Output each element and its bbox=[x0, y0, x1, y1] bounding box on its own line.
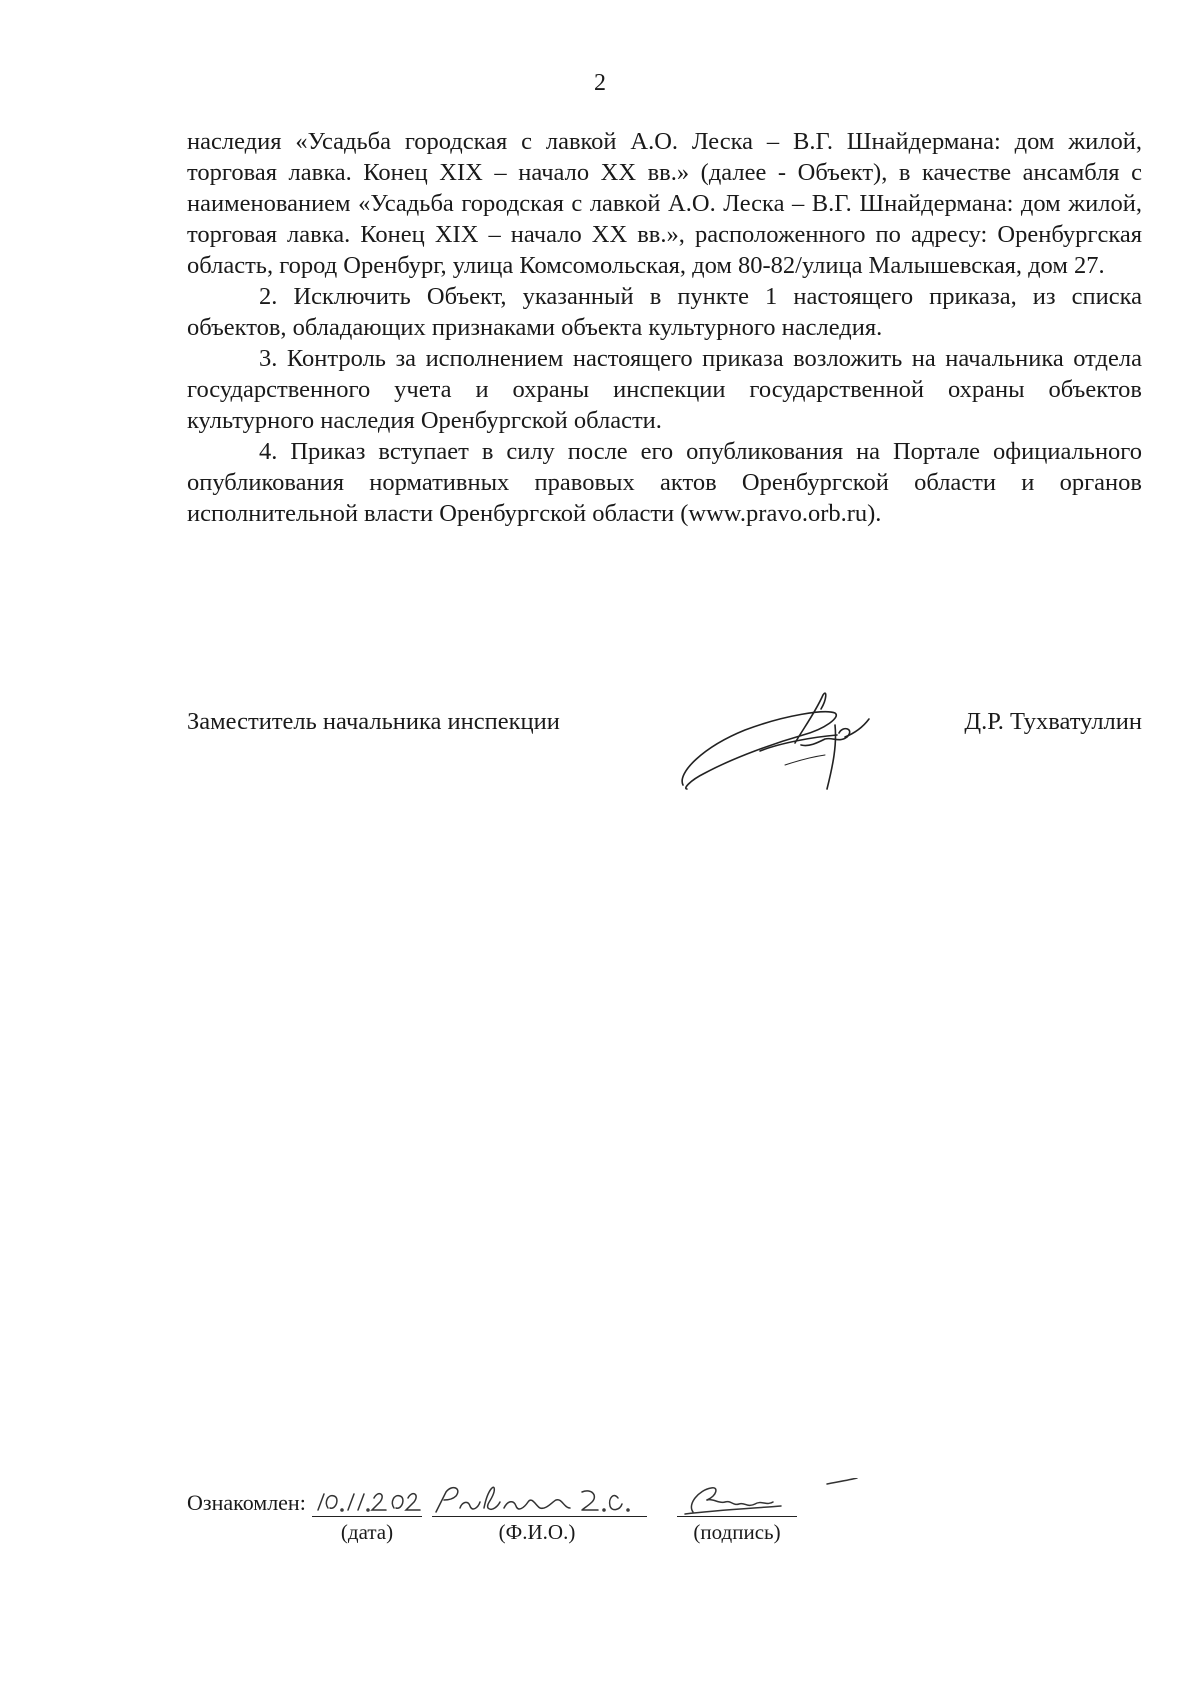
caption-date: (дата) bbox=[340, 1520, 394, 1544]
page-number: 2 bbox=[594, 70, 606, 96]
name-underline bbox=[432, 1516, 647, 1517]
paragraph-item-2: 2. Исключить Объект, указанный в пункте 1 настоящего приказа, из списка объектов, обладающих признаками объекта культурного наследия. bbox=[187, 283, 1142, 341]
handwritten-date bbox=[312, 1478, 422, 1518]
signature-underline bbox=[677, 1516, 797, 1517]
acknowledgement-row bbox=[187, 1478, 947, 1548]
caption-name: (Ф.И.О.) bbox=[498, 1520, 576, 1544]
paragraph-item-4: 4. Приказ вступает в силу после его опубликования на Портале официального опубликования нормативных правовых актов Оренбургской области и органов исполнительной власти Оренбургской области (www.pravo.orb.ru). bbox=[187, 438, 1142, 527]
handwritten-name bbox=[432, 1478, 652, 1518]
signer-name: Д.Р. Тухватуллин bbox=[964, 708, 1142, 735]
handwritten-signature bbox=[675, 685, 880, 795]
document-body bbox=[187, 126, 1142, 529]
handwritten-acknowledgement-signature bbox=[677, 1478, 917, 1518]
signature-block bbox=[187, 706, 1142, 740]
acknowledgement-label: Ознакомлен: bbox=[187, 1490, 306, 1515]
paragraph-item-3: 3. Контроль за исполнением настоящего приказа возложить на начальника отдела государственного учета и охраны инспекции государственной охраны объектов культурного наследия Оренбургской области. bbox=[187, 345, 1142, 434]
paragraph-continuation: наследия «Усадьба городская с лавкой А.О. Леска – В.Г. Шнайдермана: дом жилой, торговая лавка. Конец XIX – начало XX вв.» (далее - Объект), в качестве ансамбля с наименованием «Усадьба городская с лавкой А.О. Леска – В.Г. Шнайдермана: дом жилой, торговая лавка. Конец XIX – начало XX вв.», расположенного по адресу: Оренбургская область, город Оренбург, улица Комсомольская, дом 80-82/улица Малышевская, дом 27. bbox=[187, 128, 1142, 279]
date-underline bbox=[312, 1516, 422, 1517]
caption-signature: (подпись) bbox=[693, 1520, 781, 1544]
signer-position: Заместитель начальника инспекции bbox=[187, 708, 560, 735]
